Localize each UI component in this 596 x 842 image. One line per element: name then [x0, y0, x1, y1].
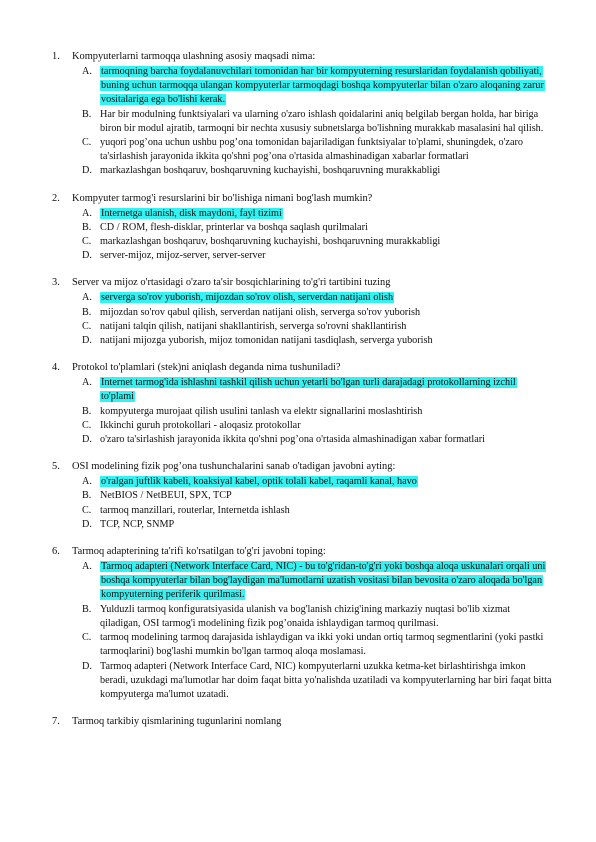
answer-text: Yulduzli tarmoq konfiguratsiyasida ulanish va bog'lanish chizig'ining markaziy nuqtasi bo'lib xizmat qiladigan, OSI tarmog'i modelining fizik pog’onaida ishlaydigan tarmoq qurilmasi.	[100, 603, 511, 629]
answer-text: mijozdan so'rov qabul qilish, serverdan natijani olish, serverga so'rov yuborish	[100, 306, 421, 318]
answer-option	[82, 136, 552, 164]
answer-option	[82, 433, 552, 447]
question-text: Kompyuterlarni tarmoqqa ulashning asosiy maqsadi nima:	[72, 51, 316, 62]
answer-text: markazlashgan boshqaruv, boshqaruvning kuchayishi, boshqaruvning murakkabligi	[100, 236, 441, 248]
answer-text: kompyuterga murojaat qilish usulini tanlash va elektr signallarini moslashtirish	[100, 405, 423, 417]
answer-letter: D.	[82, 434, 92, 446]
answer-letter: D.	[82, 165, 92, 177]
answer-letter: B.	[82, 490, 92, 502]
answer-text: NetBIOS / NetBEUI, SPX, TCP	[100, 490, 232, 502]
answer-text: CD / ROM, flesh-disklar, printerlar va boshqa saqlash qurilmalari	[100, 221, 368, 233]
answer-text-wrap	[100, 560, 552, 603]
answer-text: Tarmoq adapteri (Network Interface Card, NIC) kompyuterlarni uzukka ketma-ket birlashtirishga imkon beradi, uzukdagi ma'lumotlar har doim faqat bitta yo'nalishda uzatiladi va kompyuterlarning har biri faqat bitta kompyuterga ma'lumot uzatadi.	[100, 660, 552, 700]
question-text: Protokol to'plamlari (stek)ni aniqlash deganda nima tushuniladi?	[72, 362, 341, 374]
answer-letter: C.	[82, 236, 92, 248]
answer-letter: B.	[82, 221, 92, 233]
answer-letter: A.	[82, 377, 92, 389]
answer-text-wrap	[100, 65, 552, 108]
question-text: Kompyuter tarmog'i resurslarini bir bo'lishiga nimani bog'lash mumkin?	[72, 192, 373, 204]
answer-text: tarmoq manzillari, routerlar, Internetda ishlash	[100, 504, 290, 516]
question-heading	[52, 50, 552, 64]
answer-option-highlighted	[82, 291, 552, 305]
answer-text-wrap	[100, 660, 552, 703]
answer-text: TCP, NCP, SNMP	[100, 518, 175, 530]
highlighted-answer-text: tarmoqning barcha foydalanuvchilari tomonidan har bir kompyuterning resurslaridan foydalanish qobiliyati, buning uchun tarmoqqa ulangan kompyuterlar tarmoqdagi boshqa kompyuterlar bilan o'zaro aloqaning zarur vositalariga ega bo'lishi kerak.	[101, 66, 544, 106]
question-list	[52, 50, 552, 742]
question-number: 4.	[52, 362, 60, 374]
answer-text: server-mijoz, mijoz-server, server-server	[100, 250, 266, 262]
question-text: OSI modelining fizik pog’ona tushunchalarini sanab o'tadigan javobni ayting:	[72, 461, 396, 473]
answer-letter: C.	[82, 632, 92, 644]
question-heading	[52, 545, 552, 559]
answer-text-wrap	[100, 405, 552, 419]
answer-text-wrap	[100, 108, 552, 136]
answer-letter: A.	[82, 66, 92, 77]
answer-option	[82, 108, 552, 136]
answer-option	[82, 306, 552, 320]
answer-list	[82, 560, 552, 702]
answer-text: natijani talqin qilish, natijani shakllantirish, serverga so'rovni shakllantirish	[100, 320, 407, 332]
answer-option	[82, 235, 552, 249]
answer-option	[82, 489, 552, 503]
question-heading	[52, 192, 552, 206]
answer-option	[82, 504, 552, 518]
answer-letter: C.	[82, 137, 92, 149]
answer-text-wrap	[100, 320, 552, 334]
answer-option	[82, 221, 552, 235]
answer-letter: C.	[82, 320, 92, 332]
answer-text-wrap	[100, 164, 552, 178]
answer-letter: C.	[82, 504, 92, 516]
answer-option	[82, 320, 552, 334]
answer-list	[82, 475, 552, 532]
answer-text-wrap	[100, 433, 552, 447]
answer-text: Har bir modulning funktsiyalari va ularning o'zaro ishlash qoidalarini aniq belgilab bergan holda, har biriga biron bir modul ajratib, tarmoqni bir nechta xususiy subnetslarga bo'lishning murakkab masalasini hal qilish.	[100, 108, 544, 134]
answer-text-wrap	[100, 489, 552, 503]
highlighted-answer-text: Internet tarmog'ida ishlashni tashkil qilish uchun yetarli bo'lgan turli darajadagi protokollarning izchil to'plami	[101, 377, 516, 403]
answer-text-wrap	[100, 235, 552, 249]
question-item	[52, 361, 552, 447]
answer-letter: A.	[82, 476, 92, 488]
answer-option	[82, 631, 552, 659]
answer-option	[82, 660, 552, 703]
answer-text: markazlashgan boshqaruv, boshqaruvning kuchayishi, boshqaruvning murakkabligi	[100, 165, 441, 177]
question-item	[52, 715, 552, 729]
answer-letter: A.	[82, 207, 92, 219]
question-item	[52, 460, 552, 532]
question-item	[52, 276, 552, 348]
answer-text-wrap	[100, 419, 552, 433]
answer-text-wrap	[100, 631, 552, 659]
answer-text: natijani mijozga yuborish, mijoz tomonidan natijani tasdiqlash, serverga yuborish	[100, 335, 433, 347]
highlighted-answer-text: Tarmoq adapteri (Network Interface Card, NIC) - bu to'g'ridan-to'g'ri yoki boshqa aloqa uskunalari orqali uni boshqa kompyuterlar bilan bog'laydigan ma'lumotlarni uzatish vositasi bilan bevosita o'zaro aloqada bo'lgan kompyuterning periferik qurilmasi.	[101, 561, 546, 601]
answer-letter: D.	[82, 335, 92, 347]
answer-option	[82, 334, 552, 348]
answer-option	[82, 164, 552, 178]
question-item	[52, 192, 552, 264]
question-number: 3.	[52, 277, 60, 289]
answer-text-wrap	[100, 291, 552, 305]
answer-option-highlighted	[82, 560, 552, 603]
question-heading	[52, 715, 552, 729]
answer-option-highlighted	[82, 207, 552, 221]
answer-text-wrap	[100, 518, 552, 532]
answer-option	[82, 603, 552, 631]
question-heading	[52, 361, 552, 375]
question-heading	[52, 276, 552, 290]
answer-letter: A.	[82, 292, 92, 304]
answer-list	[82, 65, 552, 179]
highlighted-answer-text: Internetga ulanish, disk maydoni, fayl tizimi	[101, 207, 282, 219]
question-number: 1.	[52, 51, 60, 62]
answer-text-wrap	[100, 221, 552, 235]
answer-list	[82, 376, 552, 447]
answer-text-wrap	[100, 504, 552, 518]
answer-letter: B.	[82, 306, 92, 318]
question-text: Tarmoq adapterining ta'rifi ko'rsatilgan to'g'ri javobni toping:	[72, 546, 326, 558]
answer-text-wrap	[100, 207, 552, 221]
answer-letter: B.	[82, 603, 92, 615]
question-text: Server va mijoz o'rtasidagi o'zaro ta'sir bosqichlarining to'g'ri tartibini tuzing	[72, 277, 391, 289]
answer-letter: D.	[82, 250, 92, 262]
answer-text: Ikkinchi guruh protokollari - aloqasiz protokollar	[100, 419, 301, 431]
answer-option-highlighted	[82, 65, 552, 108]
answer-letter: D.	[82, 518, 92, 530]
answer-text-wrap	[100, 603, 552, 631]
answer-text: o'zaro ta'sirlashish jarayonida ikkita qo'shni pog’ona o'rtasida almashinadigan xabar formatlari	[100, 434, 486, 446]
question-item	[52, 545, 552, 702]
answer-option	[82, 419, 552, 433]
answer-letter: B.	[82, 405, 92, 417]
answer-letter: A.	[82, 561, 92, 573]
answer-text: tarmoq modelining tarmoq darajasida ishlaydigan va ikki yoki undan ortiq tarmoq segmentlarini (yoki pastki tarmoqlarini) bog'lashi mumkin bo'lgan tarmoq aloqa moslamasi.	[100, 632, 544, 658]
answer-option-highlighted	[82, 376, 552, 404]
highlighted-answer-text: serverga so'rov yuborish, mijozdan so'rov olish, serverdan natijani olish	[101, 292, 394, 304]
answer-text-wrap	[100, 249, 552, 263]
answer-letter: B.	[82, 108, 92, 120]
answer-list	[82, 207, 552, 264]
answer-letter: C.	[82, 419, 92, 431]
answer-letter: D.	[82, 660, 92, 672]
answer-option	[82, 518, 552, 532]
question-number: 7.	[52, 716, 60, 728]
question-text: Tarmoq tarkibiy qismlarining tugunlarini nomlang	[72, 716, 282, 728]
answer-text-wrap	[100, 376, 552, 404]
answer-option	[82, 249, 552, 263]
answer-text-wrap	[100, 475, 552, 489]
question-number: 5.	[52, 461, 60, 473]
question-item	[52, 50, 552, 179]
answer-text-wrap	[100, 306, 552, 320]
answer-option-highlighted	[82, 475, 552, 489]
answer-list	[82, 291, 552, 348]
answer-text-wrap	[100, 334, 552, 348]
question-number: 6.	[52, 546, 60, 558]
question-number: 2.	[52, 192, 60, 204]
answer-text: yuqori pog’ona uchun ushbu pog’ona tomonidan bajariladigan funktsiyalar to'plami, shuningdek, o'zaro ta'sirlashish jarayonida ikkita qo'shni pog’ona o'rtasida almashinadigan xabarlar formatlari	[100, 137, 523, 163]
highlighted-answer-text: o'ralgan juftlik kabeli, koaksiyal kabel, optik tolali kabel, raqamli kanal, havo	[101, 476, 417, 488]
question-heading	[52, 460, 552, 474]
answer-text-wrap	[100, 136, 552, 164]
answer-option	[82, 405, 552, 419]
